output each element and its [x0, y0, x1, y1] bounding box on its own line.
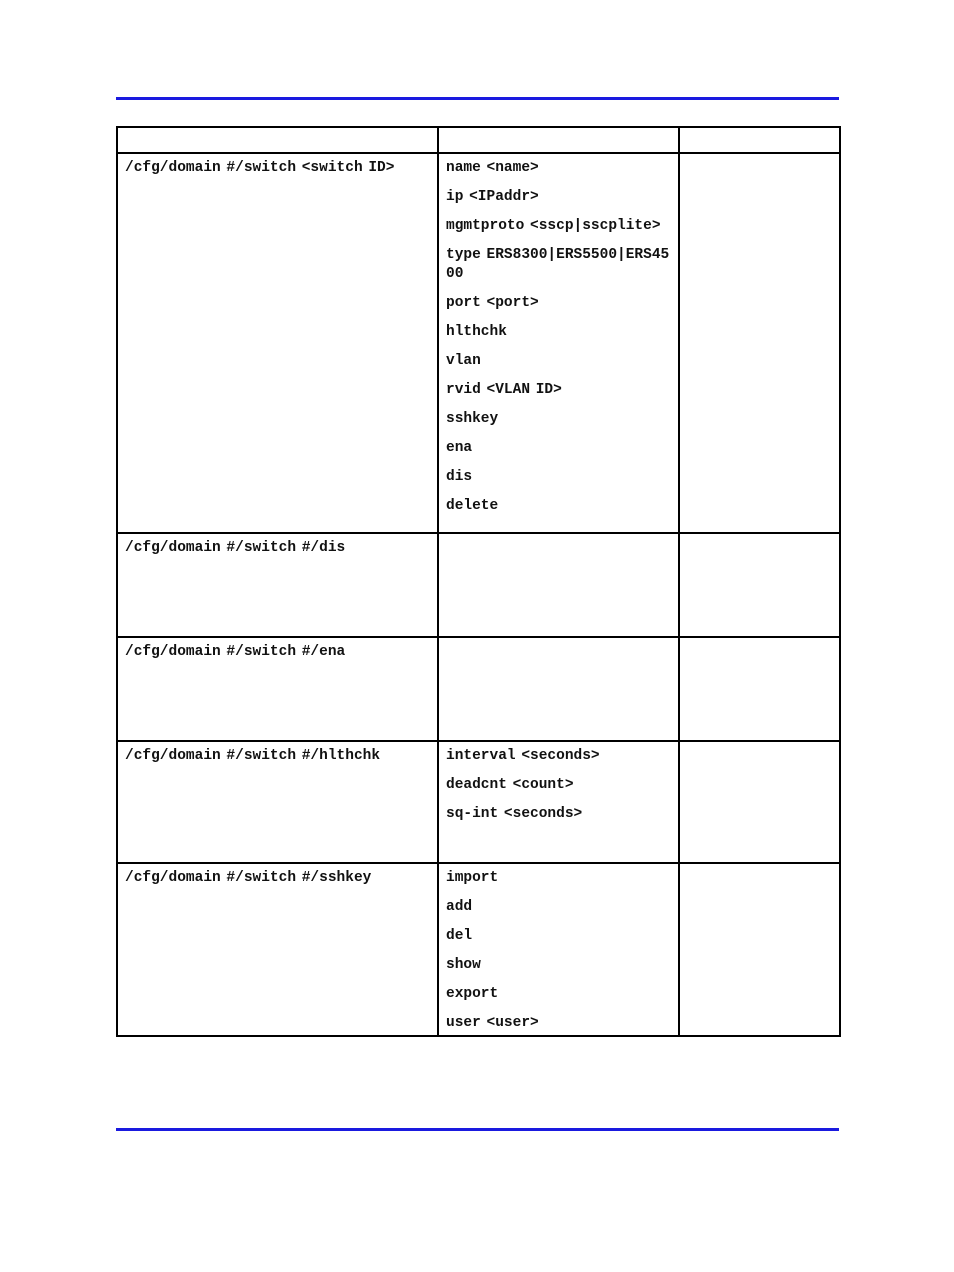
param-item: add [446, 899, 473, 915]
command-cell [117, 637, 438, 741]
table-row [117, 637, 840, 741]
param-item: import [446, 870, 499, 886]
param-item: delete [446, 498, 499, 514]
param-item: mgmtproto <sscp|sscplite> [446, 218, 661, 234]
header-parameter [438, 127, 679, 153]
param-item: port <port> [446, 295, 539, 311]
table-row [117, 153, 840, 533]
command-cell [117, 533, 438, 637]
description-cell [679, 637, 840, 741]
table-row [117, 741, 840, 863]
command-table [116, 126, 841, 1037]
param-item: ip <IPaddr> [446, 189, 539, 205]
param-list [439, 742, 678, 824]
table-header-row [117, 127, 840, 153]
params-cell [438, 741, 679, 863]
command-text: /cfg/domain #/switch #/sshkey [125, 870, 372, 886]
param-item: sq-int <seconds> [446, 806, 583, 822]
param-item: hlthchk [446, 324, 507, 340]
params-cell [438, 863, 679, 1036]
header-description [679, 127, 840, 153]
param-item: user <user> [446, 1015, 539, 1031]
header-rule [116, 97, 839, 100]
params-cell [438, 153, 679, 533]
command-cell [117, 863, 438, 1036]
header-command [117, 127, 438, 153]
param-item: rvid <VLAN ID> [446, 382, 562, 398]
params-cell [438, 637, 679, 741]
param-item: show [446, 957, 481, 973]
table-row [117, 863, 840, 1036]
command-text: /cfg/domain #/switch #/dis [125, 540, 346, 556]
description-cell [679, 863, 840, 1036]
table-row [117, 533, 840, 637]
param-item: interval <seconds> [446, 748, 600, 764]
command-text: /cfg/domain #/switch #/hlthchk [125, 748, 381, 764]
description-cell [679, 741, 840, 863]
command-text: /cfg/domain #/switch #/ena [125, 644, 346, 660]
param-item: name <name> [446, 160, 539, 176]
param-item: dis [446, 469, 473, 485]
description-cell [679, 153, 840, 533]
param-item: sshkey [446, 411, 499, 427]
param-list [439, 154, 678, 516]
description-cell [679, 533, 840, 637]
command-text: /cfg/domain #/switch <switch ID> [125, 160, 395, 176]
command-cell [117, 153, 438, 533]
command-cell [117, 741, 438, 863]
params-cell [438, 533, 679, 637]
param-item: vlan [446, 353, 481, 369]
param-item: export [446, 986, 499, 1002]
param-item: del [446, 928, 473, 944]
footer-rule [116, 1128, 839, 1131]
param-item: type ERS8300|ERS5500|ERS4500 [446, 247, 670, 282]
param-list [439, 864, 678, 1033]
param-item: ena [446, 440, 473, 456]
param-item: deadcnt <count> [446, 777, 574, 793]
